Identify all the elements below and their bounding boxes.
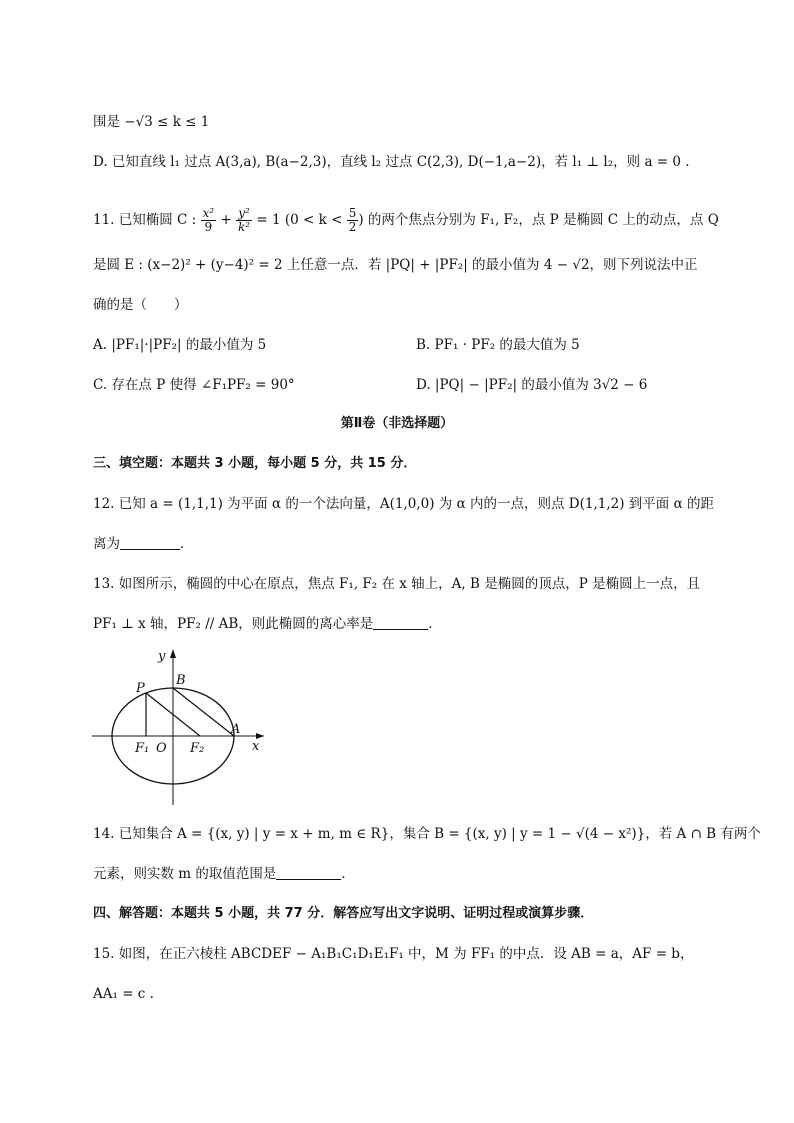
q11-mid: = 1 (0 < k <: [252, 212, 347, 228]
q11-plus: +: [216, 212, 236, 228]
question-13-line-1: 13. 如图所示，椭圆的中心在原点，焦点 F₁, F₂ 在 x 轴上，A, B 是椭圆的顶点，P 是椭圆上一点，且: [93, 576, 701, 592]
q12-end: ．: [180, 536, 194, 552]
option-a: A. |PF₁|·|PF₂| 的最小值为 5: [93, 337, 267, 353]
q11-prefix: 11. 已知椭圆 C :: [93, 212, 201, 228]
label-b: B: [176, 673, 186, 688]
segment-ab: [173, 688, 234, 736]
ellipse-figure: [88, 645, 278, 810]
y-axis-arrow-icon: [170, 649, 176, 658]
q13-text: PF₁ ⊥ x 轴，PF₂ // AB，则此椭圆的离心率是: [93, 616, 374, 632]
option-d-line: D. 已知直线 l₁ 过点 A(3,a), B(a−2,3)，直线 l₂ 过点 C(2,3), D(−1,a−2)，若 l₁ ⊥ l₂，则 a = 0 .: [93, 154, 690, 170]
question-12-line-2: [93, 534, 194, 554]
part-2-title: 第Ⅱ卷（非选择题）: [340, 416, 454, 431]
q13-end: ．: [428, 616, 442, 632]
fraction-5-2: $\frac{5}{2}$: [348, 206, 357, 234]
label-p: P: [136, 681, 145, 696]
question-11-line-2: 是圆 E : (x−2)² + (y−4)² = 2 上任意一点．若 |PQ| + |PF₂| 的最小值为 4 − √2，则下列说法中正: [93, 257, 698, 273]
question-12-line-1: 12. 已知 a = (1,1,1) 为平面 α 的一个法向量，A(1,0,0) 为 α 内的一点，则点 D(1,1,2) 到平面 α 的距: [93, 496, 714, 512]
option-c: C. 存在点 P 使得 ∠F₁PF₂ = 90°: [93, 377, 295, 393]
answer-blank-14[interactable]: [276, 865, 341, 880]
section-3-heading: 三、填空题：本题共 3 小题，每小题 5 分，共 15 分．: [93, 456, 417, 471]
question-15-line-2: AA₁ = c .: [93, 986, 154, 1002]
label-y: y: [158, 649, 166, 664]
q14-end: ．: [341, 866, 355, 882]
section-4-heading: 四、解答题：本题共 5 小题，共 77 分．解答应写出文字说明、证明过程或演算步骤．: [93, 906, 594, 921]
answer-blank-13[interactable]: [373, 615, 428, 630]
answer-blank-12[interactable]: [120, 535, 180, 550]
label-f2: F₂: [190, 741, 205, 756]
question-14-line-2: [93, 864, 355, 884]
fraction-y2-k2: $\frac{\text{y²}}{\text{k²}}$: [238, 206, 251, 234]
label-f1: F₁: [135, 741, 150, 756]
question-15-line-1: 15. 如图，在正六棱柱 ABCDEF − A₁B₁C₁D₁E₁F₁ 中，M 为 FF₁ 的中点．设 AB = a，AF = b，: [93, 946, 694, 962]
option-b: B. PF₁ · PF₂ 的最大值为 5: [416, 337, 580, 353]
q11-suffix: ) 的两个焦点分别为 F₁, F₂，点 P 是椭圆 C 上的动点，点 Q: [358, 212, 719, 228]
q14-text: 元素，则实数 m 的取值范围是: [93, 866, 277, 882]
q12-text: 离为: [93, 536, 120, 552]
fraction-x2-9: $\frac{\text{x²}}{9}$: [202, 206, 215, 234]
question-11-line-3: 确的是（ ）: [93, 297, 188, 313]
question-11-line-1: [93, 200, 719, 240]
question-13-line-2: [93, 614, 442, 634]
label-a: A: [231, 722, 241, 737]
text-line-range: 围是 −√3 ≤ k ≤ 1: [93, 114, 210, 130]
option-d: D. |PQ| − |PF₂| 的最小值为 3√2 − 6: [416, 377, 648, 393]
question-14-line-1: 14. 已知集合 A = {(x, y) | y = x + m, m ∈ R}，集合 B = {(x, y) | y = 1 − √(4 − x²)}，若 A ∩ B 有两个: [93, 826, 761, 842]
label-x: x: [252, 739, 260, 754]
label-o: O: [156, 741, 167, 756]
